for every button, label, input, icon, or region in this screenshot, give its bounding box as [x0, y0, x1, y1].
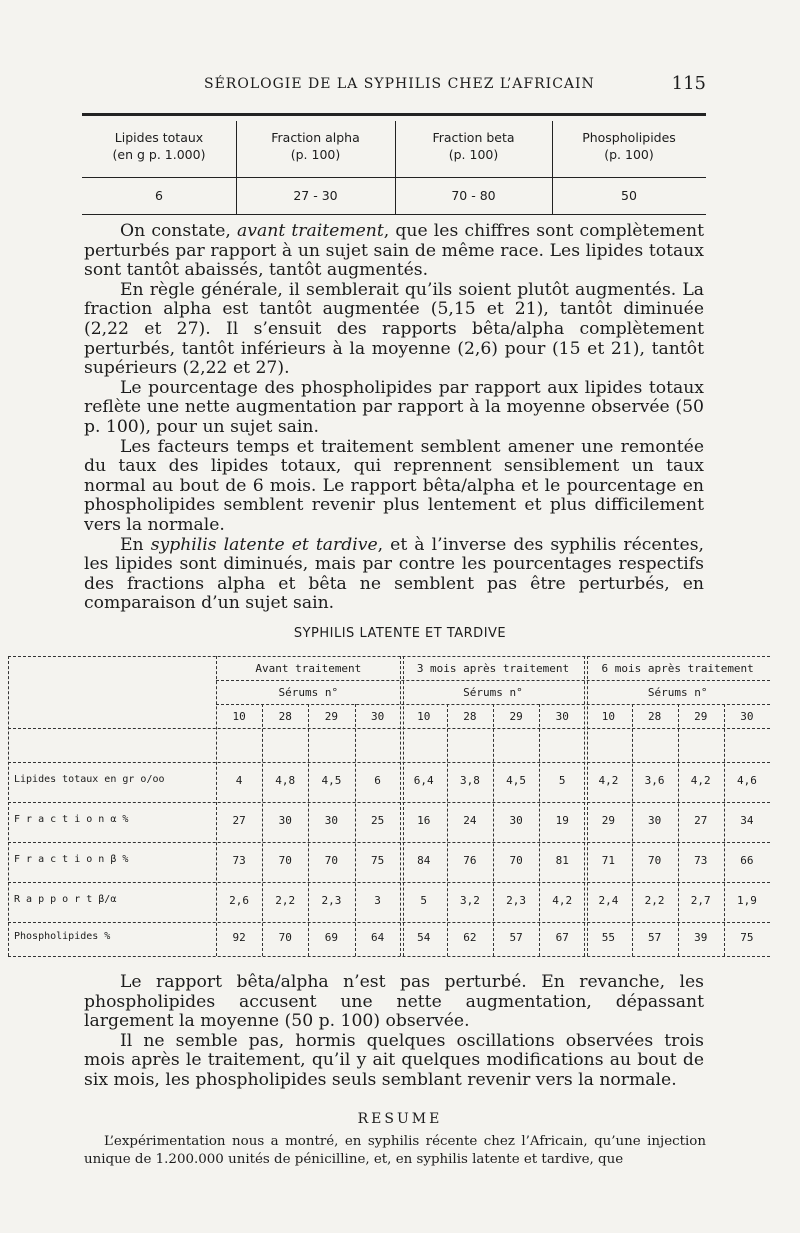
table-cell: 4,5 [506, 774, 527, 787]
table-cell: 27 [694, 814, 708, 827]
group-header: 6 mois après traitement [601, 662, 754, 675]
serum-subheader: Sérums n° [463, 686, 523, 699]
serum-number: 29 [694, 710, 708, 723]
table-cell: 62 [463, 931, 477, 944]
table-cell: 16 [417, 814, 431, 827]
table-cell: 4,2 [552, 894, 573, 907]
table-rule [8, 922, 770, 923]
table-rule [216, 680, 770, 681]
table-cell: 70 - 80 [451, 188, 496, 203]
table-rule [82, 113, 706, 116]
column-divider [216, 656, 217, 956]
table-cell: 2,2 [275, 894, 296, 907]
column-divider [447, 704, 448, 956]
column-header: Lipides totaux (en g p. 1.000) [112, 130, 206, 162]
row-label: R a p p o r t β/α [14, 894, 117, 905]
table-cell: 57 [509, 931, 523, 944]
column-divider [355, 704, 356, 956]
table-cell: 2,2 [644, 894, 665, 907]
row-label: Lipides totaux en gr o/oo [14, 774, 165, 785]
serum-subheader: Sérums n° [278, 686, 339, 699]
table-cell: 81 [555, 854, 569, 867]
row-label: F r a c t i o n α % [14, 814, 129, 825]
table-cell: 30 [278, 814, 292, 827]
column-divider [587, 656, 588, 956]
table-cell: 5 [558, 774, 566, 787]
table-cell: 2,6 [229, 894, 250, 907]
paragraph: Il ne semble pas, hormis quelques oscillations observées trois mois après le traitement, qu’il y ait quelques modifications au bout de six mois, les phospholipides seuls semblant revenir vers la normale. [84, 1030, 704, 1090]
table-cell: 4,2 [690, 774, 711, 787]
paragraph: Les facteurs temps et traitement semblent amener une remontée du taux des lipides totaux, qui reprennent sensiblement un taux normal au bout de 6 mois. Le rapport bêta/alpha et le pourcentage en phospholipides semblent revenir plus lentement et plus difficilement vers la normale. [84, 436, 704, 535]
table-cell: 70 [509, 854, 523, 867]
serum-number: 29 [324, 710, 339, 723]
table-cell: 76 [463, 854, 477, 867]
table-cell: 2,4 [598, 894, 619, 907]
table-cell: 64 [370, 931, 385, 944]
table-cell: 6 [374, 774, 381, 787]
body-text-2 [84, 973, 704, 1091]
table-cell: 5 [420, 894, 428, 907]
body-text-1 [84, 222, 704, 614]
table-cell: 2,3 [321, 894, 342, 907]
table-cell: 66 [740, 854, 754, 867]
table-cell: 39 [694, 931, 708, 944]
table-cell: 54 [417, 931, 431, 944]
table-cell: 50 [621, 188, 637, 203]
table-title: SYPHILIS LATENTE ET TARDIVE [293, 626, 507, 641]
serum-number: 10 [417, 710, 431, 723]
table-cell: 70 [647, 854, 662, 867]
paragraph: Le pourcentage des phospholipides par rapport aux lipides totaux reflète une nette augmentation par rapport à la moyenne observée (50 p. 100), pour un sujet sain. [84, 377, 704, 437]
table-cell: 2,3 [506, 894, 527, 907]
table-cell: 30 [324, 814, 339, 827]
paragraph: On constate, avant traitement, que les chiffres sont complètement perturbés par rapport à un sujet sain de même race. Les lipides totaux sont tantôt abaissés, tantôt augmentés. [84, 221, 704, 281]
serum-number: 10 [601, 710, 616, 723]
table-rule [82, 214, 706, 215]
table-rule [8, 762, 770, 763]
table-rule [8, 956, 770, 957]
table-cell: 75 [740, 931, 754, 944]
column-divider [308, 704, 309, 956]
table-cell: 27 [232, 814, 246, 827]
row-label: F r a c t i o n β % [14, 854, 129, 865]
column-header: Fraction beta (p. 100) [432, 130, 515, 162]
column-divider [262, 704, 263, 956]
table-cell: 73 [232, 854, 246, 867]
table-rule [8, 802, 770, 803]
resume-heading: RESUME [357, 1111, 443, 1127]
header-title: SÉROLOGIE DE LA SYPHILIS CHEZ L’AFRICAIN [204, 76, 595, 92]
group-header: 3 mois après traitement [416, 662, 570, 675]
table-cell: 69 [324, 931, 339, 944]
column-divider [539, 704, 540, 956]
table-cell: 3,2 [459, 894, 480, 907]
column-divider [724, 704, 725, 956]
table-cell: 2,7 [690, 894, 711, 907]
table-cell: 27 - 30 [293, 188, 338, 203]
column-divider [632, 704, 633, 956]
table-cell: 4 [235, 774, 243, 787]
table-cell: 30 [509, 814, 523, 827]
serum-number: 10 [232, 710, 246, 723]
resume-text [84, 1133, 706, 1169]
table-rule [8, 882, 770, 883]
table-cell: 57 [647, 931, 662, 944]
serum-subheader: Sérums n° [647, 686, 708, 699]
table-cell: 25 [370, 814, 385, 827]
column-header: Phospholipides (p. 100) [582, 130, 676, 162]
running-header [84, 73, 706, 98]
table-cell: 4,2 [598, 774, 619, 787]
table-cell: 3,6 [644, 774, 665, 787]
paragraph: En syphilis latente et tardive, et à l’inverse des syphilis récentes, les lipides sont diminués, mais par contre les pourcentages respectifs des fractions alpha et bêta ne semblent pas être perturbés, en comparaison d’un sujet sain. [84, 534, 704, 614]
paragraph: L’expérimentation nous a montré, en syphilis récente chez l’Africain, qu’une injection unique de 1.200.000 unités de pénicilline, et, en syphilis latente et tardive, que [84, 1134, 706, 1167]
table-rule [8, 842, 770, 843]
table-cell: 75 [370, 854, 385, 867]
table-cell: 4,8 [275, 774, 296, 787]
group-header: Avant traitement [255, 662, 362, 675]
serum-number: 28 [278, 710, 292, 723]
table-rule [8, 656, 770, 657]
reference-values-table [82, 113, 706, 217]
table-cell: 70 [278, 854, 292, 867]
table-cell: 71 [601, 854, 616, 867]
serum-number: 28 [647, 710, 662, 723]
paragraph: En règle générale, il semblerait qu’ils soient plutôt augmentés. La fraction alpha est tantôt augmentée (5,15 et 21), tantôt diminuée (2,22 et 27). Il s’ensuit des rapports bêta/alpha complètement perturbés, tantôt inférieurs à la moyenne (2,6) pour (15 et 21), tantôt supérieurs (2,22 et 27). [84, 279, 704, 379]
table-cell: 4,5 [321, 774, 342, 787]
column-divider [678, 704, 679, 956]
paragraph: Le rapport bêta/alpha n’est pas perturbé. En revanche, les phospholipides accusent une nette augmentation, dépassant largement la moyenne (50 p. 100) observée. [84, 972, 704, 1032]
serum-number: 28 [463, 710, 477, 723]
table-cell: 19 [555, 814, 569, 827]
table-rule [8, 728, 770, 729]
column-divider [400, 656, 401, 956]
serum-number: 29 [509, 710, 523, 723]
column-header: Fraction alpha (p. 100) [271, 130, 360, 162]
table-cell: 1,9 [736, 894, 757, 907]
table-cell: 30 [647, 814, 662, 827]
table-cell: 4,6 [736, 774, 757, 787]
table-cell: 70 [324, 854, 339, 867]
table-cell: 6 [155, 188, 163, 203]
column-divider [403, 656, 404, 956]
column-divider [584, 656, 585, 956]
table-rule [82, 177, 706, 178]
table-cell: 3,8 [459, 774, 480, 787]
table-cell: 3 [374, 894, 381, 907]
column-divider [493, 704, 494, 956]
page-number: 115 [671, 73, 706, 94]
table-cell: 67 [555, 931, 569, 944]
table-cell: 6,4 [413, 774, 434, 787]
serum-number: 30 [555, 710, 569, 723]
table-cell: 70 [278, 931, 292, 944]
row-label: Phospholipides % [14, 931, 111, 942]
table-cell: 92 [232, 931, 246, 944]
serum-number: 30 [370, 710, 385, 723]
table-cell: 55 [601, 931, 616, 944]
table-cell: 84 [417, 854, 431, 867]
latent-syphilis-table [8, 656, 770, 956]
table-cell: 24 [463, 814, 477, 827]
table-cell: 73 [694, 854, 708, 867]
column-divider [8, 656, 9, 956]
serum-number: 30 [740, 710, 754, 723]
table-cell: 29 [601, 814, 616, 827]
table-cell: 34 [740, 814, 754, 827]
